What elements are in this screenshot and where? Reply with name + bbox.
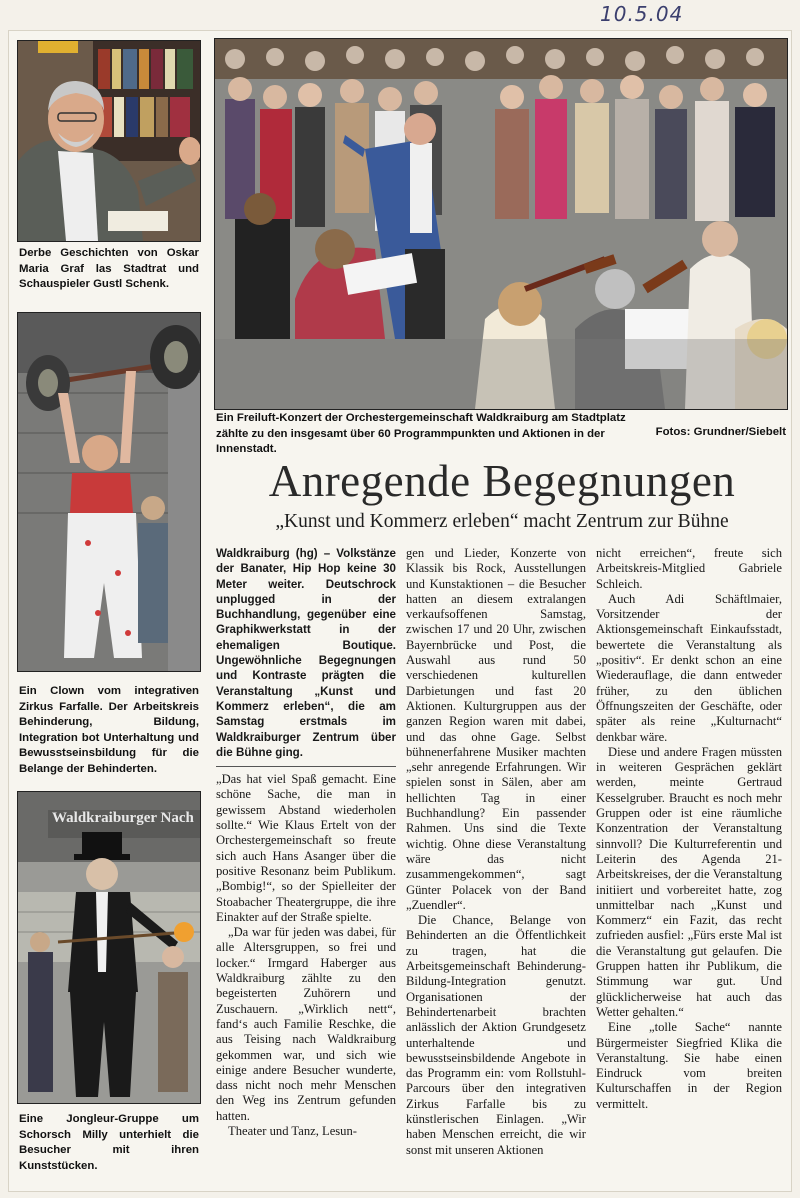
col1-paragraph: Theater und Tanz, Lesun- xyxy=(228,1123,357,1138)
storefront-sign: Waldkraiburger Nach xyxy=(52,810,194,826)
handwritten-date: 10.5.04 xyxy=(600,2,684,26)
col2-paragraph: Die Chance, Belange von Behinderten an die Öffentlichkeit zu tragen, hat die Arbeitsgemeinschaft Behinderung-Bildung-Integration genutzt. Organisationen der Behindertenarbeit brachten anlässlich der Aktion Grundgesetz unterhaltende und bewusstseinsbildende Angebote in das Programm ein: vom Rollstuhl-Parcours über den integrativen Zirkus Farfalle bis zu künstlerischen Einlagen. „Wir haben Menschen erreicht, die wir sonst mit unseren Aktionen xyxy=(406,913,586,1157)
col3-paragraph: Diese und andere Fragen müssten in weiteren Gesprächen geklärt werden, meinte Gertraud Kesselgruber. Braucht es noch mehr Gruppen oder ist eine räumliche Konzentration der Veranstaltung sinnvoll? Die Kulturreferentin und Leiterin des Agenda 21-Arbeitskreises, der die Veranstaltung initiiert und vorbereitet hatte, zog unmittelbar nach „Kunst und Kommerz“ ein Fazit, das recht zufrieden ausfiel: „Fürs erste Mal ist die Veranstaltung gut gelaufen. Die Gruppen hatten ihr Publikum, die Stimmung war gut. Und glücklicherweise hat auch das Wetter gehalten.“ xyxy=(596,744,782,1019)
photo-credit: Fotos: Grundner/Siebelt xyxy=(655,426,786,438)
article-column-1 xyxy=(216,546,396,1139)
subheadline: „Kunst und Kommerz erleben“ macht Zentrum zur Bühne xyxy=(275,511,729,532)
col1-paragraph: „Das hat viel Spaß gemacht. Eine schöne Sache, die man in gewissem Abstand wiederholen sollte.“ Wie Klaus Ertelt von der Orchestergemeinschaft so freute sich auch Hans Asanger über die positive Resonanz beim Publikum. „Bombig!“, so der Spielleiter der Stoabacher Theatergruppe, die ihre Einakter auf der Straße spielte. xyxy=(216,772,396,924)
article-column-2 xyxy=(406,546,586,1158)
col3-paragraph: Eine „tolle Sache“ nannte Bürgermeister Siegfried Klika die Veranstaltung. Sie habe einen Eindruck vom breiten Kulturschaffen in der Region vermittelt. xyxy=(596,1020,782,1111)
col3-paragraph: Auch Adi Schäftlmaier, Vorsitzender der Aktionsgemeinschaft Einkaufsstadt, bewertete die Veranstaltung als „positiv“. Er denkt schon an eine Wiederauflage, die dann entweder früher, zu den üblichen Öffnungszeiten der Geschäfte, oder später als reine „Kulturnacht“ denkbar wäre. xyxy=(596,591,782,744)
headline: Anregende Begegnungen xyxy=(268,456,736,506)
lead-rule xyxy=(216,766,396,767)
photo-juggler xyxy=(17,791,201,1104)
col2-paragraph: gen und Lieder, Konzerte von Klassik bis Rock, Ausstellungen und Kunstaktionen – die Besucher hatten an diesem extralangen verkaufsoffenen Samstag, zwischen 17 und 20 Uhr, zwischen Bayernbrücke und Post, die Auswahl aus rund 50 verschiedenen kulturellen Darbietungen und fast 20 Aktionen. Kulturgruppen aus der ganzen Region waren mit dabei, und das ohne Gage. Selbst bühnenerfahrene Musiker machten „sehr anregende Erfahrungen. Wir spielen sonst in Sälen, aber am hellichten Tag in einer Buchhandlung? Ein passender Rahmen. Uns sind die Texte wichtig. Ohne diese Veranstaltung wäre das nicht zusammengekommen“, sagt Günter Polacek von der Band „Zuendler“. xyxy=(406,546,586,912)
article-column-3 xyxy=(596,546,782,1112)
caption-orchestra: Ein Freiluft-Konzert der Orchestergemeinschaft Waldkraiburg am Stadtplatz zählte zu den insgesamt über 60 Programmpunkten und Aktionen in der Innenstadt. xyxy=(216,412,626,455)
caption-clown: Ein Clown vom integrativen Zirkus Farfalle. Der Arbeitskreis Behinderung, Bildung, Integration bot Unterhaltung und Bewusstseinsbildung für die Belange der Behinderten. xyxy=(19,685,199,775)
caption-reader: Derbe Geschichten von Oskar Maria Graf las Stadtrat und Schauspieler Gustl Schenk. xyxy=(19,247,199,290)
photo-clown xyxy=(17,312,201,672)
caption-juggler: Eine Jongleur-Gruppe um Schorsch Milly unterhielt die Besucher mit ihren Kunststücken. xyxy=(19,1113,199,1172)
article-lead: Waldkraiburg (hg) – Volkstänze der Banater, Hip Hop keine 30 Meter weiter. Deutschrock unplugged in der Buchhandlung, gegenüber eine Graphikwerkstatt in der ehemaligen Boutique. Ungewöhnliche Begegnungen und Kontraste prägten die Veranstaltung „Kunst und Kommerz erleben“, die am Samstag erstmals im Waldkraiburger Zentrum über die Bühne ging. xyxy=(216,547,396,759)
col3-paragraph: nicht erreichen“, freute sich Arbeitskreis-Mitglied Gabriele Schleich. xyxy=(596,546,782,591)
photo-reader xyxy=(17,40,201,242)
photo-orchestra xyxy=(214,38,788,410)
col1-paragraph: „Da war für jeden was dabei, für alle Altersgruppen, so frei und locker.“ Irmgard Haberger aus Waldkraiburg zählte zu den begeisterten Zuhörern und Zuschauern. „Wirklich nett“, fand‘s auch Familie Reschke, die aus Teising nach Waldkraiburg gekommen war, und sich wie einige andere Besucher wunderte, dass nicht noch mehr Menschen den Weg ins Zentrum gefunden hatten. xyxy=(216,925,396,1123)
